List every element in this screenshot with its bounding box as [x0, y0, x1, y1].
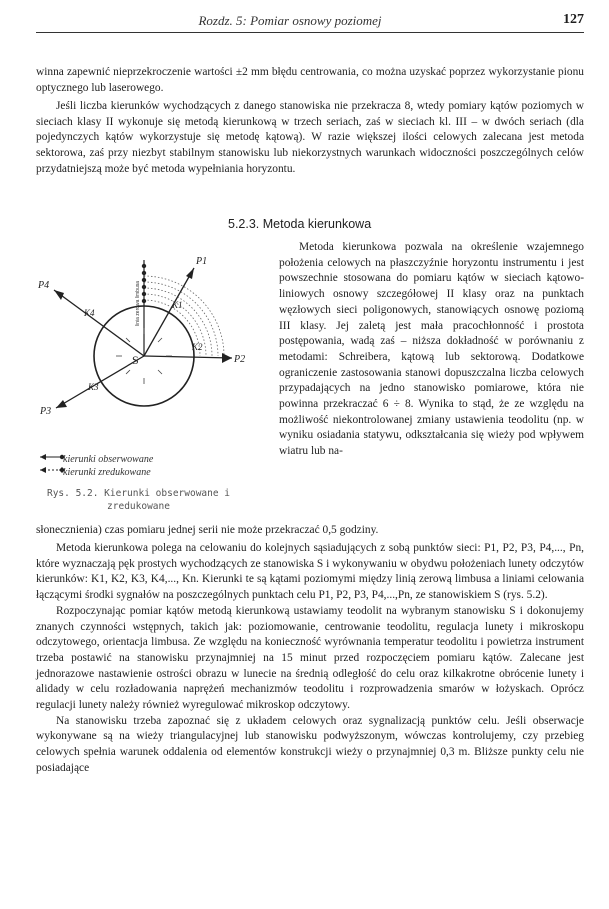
label-k4: K4 [84, 308, 95, 318]
zero-line-label: linia zerowa limbusa [135, 280, 141, 326]
observed-arc-1 [144, 276, 224, 356]
label-p4: P4 [38, 280, 50, 291]
direction-p4 [54, 290, 144, 356]
label-p3: P3 [40, 406, 52, 417]
figure-caption: Rys. 5.2. Kierunki obserwowane i zredukowane [46, 488, 231, 512]
arrow-p3 [56, 400, 67, 408]
label-p1: P1 [196, 256, 208, 267]
paragraph-1-text: winna zapewnić nieprzekroczenie wartości ±2 mm błędu centrowania, co można uzyskać poprzez wykorzystanie pionu optycznego lub laserowego. [36, 66, 584, 94]
running-title: Rozdz. 5: Pomiar osnowy poziomej [198, 13, 382, 28]
label-s: S [132, 353, 139, 367]
label-k3: K3 [88, 382, 99, 392]
paragraph-3: Metoda kierunkowa polega na celowaniu do kolejnych sąsiadujących z sobą punktów sieci: P1, P2, P3, P4,..., Pn, które wyznaczają pęk prostych wychodzących ze stanowiska S i wykonywaniu w obydwu położeniach lunety odczytów kierunków: K1, K2, K3, K4,..., Kn. Kierunki te są kątami poziomymi między linią zerową limbusa a liniami celowania łączącymi środki sygnałów na poszczególnych punktach celu P1, P2, P3, P4,...,Pn, ze stanowiskiem S (rys. 5.2). [36, 542, 584, 602]
label-k2: K2 [192, 342, 203, 352]
arrow-p1 [186, 268, 194, 279]
paragraph-2-text: Jeśli liczba kierunków wychodzących z danego stanowiska nie przekracza 8, wtedy pomiary kątów poziomych w sieciach klasy II wykonuje się metodą kierunkową w trzech seriach, zaś w sieciach kl. III – w dwóch seriach (dla pojedynczych kątów wykorzystuje się metodę kątową). W razie większej ilości celowych zalecana jest metoda sektorowa, zaś przy niezbyt stabilnym stanowisku lub niekorzystnych warunkach widoczności poszczególnych celów przydatniejszą może być metoda wypełniania horyzontu. [36, 100, 584, 175]
label-k1: K1 [172, 300, 183, 310]
body-continuation [36, 541, 584, 777]
direction-p1 [144, 268, 194, 356]
direction-p2 [144, 356, 232, 358]
right-column-paragraph: Metoda kierunkowa pozwala na określenie wzajemnego położenia celowych na płaszczyźnie horyzontu instrumentu i jest powszechnie stosowana do pomiaru kątów w sieciach kątowo-liniowych osnowy szczegółowej II klasy oraz na punktach węzłowych sieci poligonowych, stanowiących osnowę poziomą III klasy. Jej zaletą jest mała pracochłonność i prostota postępowania, wadą zaś – niższa dokładność w porównaniu z metodami: Schreibera, kątową lub sektorową. Dodatkowe ograniczenie zastosowania stanowi dopuszczalna liczba celowych przypadających na jedno stanowisko pomiarowe, która nie powinna przekraczać 6 ÷ 8. Wynika to stąd, że ze względu na możliwość niekontrolowanej zmiany ustawienia teodolitu (np. w wyniku osiadania statywu, odkształcania się wieży pod wpływem wiatru lub na- [279, 241, 584, 458]
paragraph-4: Rozpoczynając pomiar kątów metodą kierunkową ustawiamy teodolit na wybranym stanowisku S i dokonujemy znanych czynności wstępnych, takich jak: poziomowanie, centrowanie teodolitu, regulacja lunety i mikroskopu odczytowego, orientacja limbusa. Ze względu na konieczność wyrównania temperatur teodolitu i powietrza instrument trzeba postawić na stanowisku przynajmniej na 15 minut przed rozpoczęciem pomiaru kątów. Zalecane jest jednorazowe nastawienie ostrości obrazu w lunecie na średnią odległość do celu oraz kilkakrotne obrócenie lunety i alidady w celu rozładowania naprężeń mechanizmów teodolitu i rozprowadzenia smarów w łożyskach. Oprócz regulacji lunety należy również wyregulować mikroskop odczytowy. [36, 604, 584, 712]
page-header [36, 12, 584, 33]
direction-diagram [36, 246, 276, 456]
paragraph-2 [36, 99, 584, 178]
section-heading: 5.2.3. Metoda kierunkowa [228, 217, 372, 231]
observed-arc-2 [144, 282, 218, 356]
page-number: 127 [563, 12, 584, 27]
direction-p3 [56, 356, 144, 408]
arrow-p4 [54, 290, 64, 300]
paragraph-1 [36, 65, 584, 96]
legend-observed: kierunki obserwowane [63, 454, 154, 465]
wrapped-line: słonecznienia) czas pomiaru jednej serii nie może przekraczać 0,5 godziny. [36, 524, 379, 536]
paragraph-5: Na stanowisku trzeba zapoznać się z układem celowych oraz sygnalizacją punktów celu. Jeśli obserwacje wykonywane są na wieży triangulacyjnej lub stanowisku podwyższonym, wówczas kontrolujemy, czy przebieg celowych spełnia warunek oddalenia od elementów konstrukcji wieży o przynajmniej 0,3 m. Bliższe punkty celu nie posiadające [36, 714, 584, 774]
label-p2: P2 [234, 354, 246, 365]
legend-reduced: kierunki zredukowane [63, 467, 151, 478]
arrow-p2 [222, 353, 232, 363]
right-column-text [279, 240, 584, 460]
